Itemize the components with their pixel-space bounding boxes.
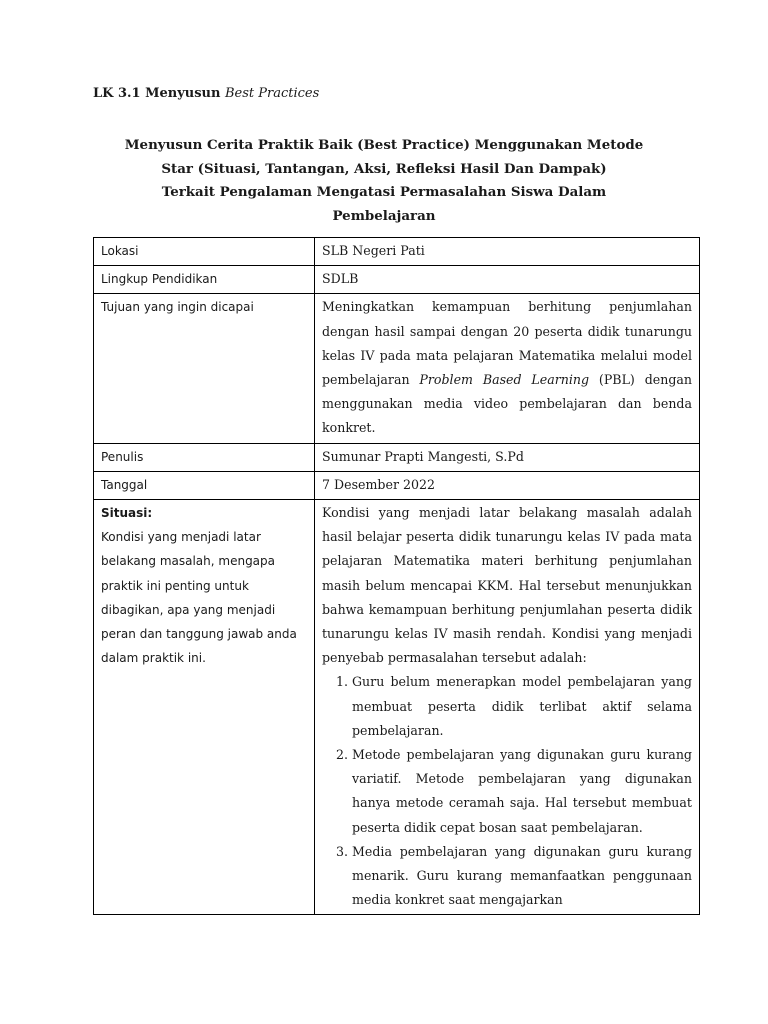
label-cell: Lokasi <box>94 238 315 266</box>
list-item: 2. Metode pembelajaran yang digunakan guru kurang variatif. Metode pembelajaran yang digunakan hanya metode ceramah saja. Hal tersebut membuat peserta didik cepat bosan saat pembelajaran. <box>352 743 692 840</box>
worksheet-title <box>93 86 319 101</box>
best-practice-table <box>93 237 700 915</box>
value-cell <box>315 500 700 915</box>
label-cell: Lingkup Pendidikan <box>94 266 315 294</box>
list-item: 1. Guru belum menerapkan model pembelajaran yang membuat peserta didik terlibat aktif selama pembelajaran. <box>352 670 692 743</box>
heading-line: Star (Situasi, Tantangan, Aksi, Refleksi Hasil Dan Dampak) <box>161 160 607 177</box>
table-row-penulis <box>94 443 700 471</box>
worksheet-title-prefix: LK 3.1 Menyusun <box>93 86 225 101</box>
cause-list <box>322 670 692 912</box>
value-cell: 7 Desember 2022 <box>315 471 700 499</box>
heading-line: Pembelajaran <box>332 207 436 224</box>
value-cell <box>315 294 700 443</box>
tujuan-italic-text: Problem Based Learning <box>419 372 590 388</box>
situasi-description: Kondisi yang menjadi latar belakang masalah, mengapa praktik ini penting untuk dibagikan, apa yang menjadi peran dan tanggung jawab anda dalam praktik ini. <box>101 530 297 666</box>
tujuan-text-end: (PBL) dengan menggunakan media video pembelajaran dan benda konkret. <box>322 372 692 436</box>
document-heading <box>60 134 708 228</box>
label-cell: Penulis <box>94 443 315 471</box>
table-row-lokasi <box>94 238 700 266</box>
value-cell: SDLB <box>315 266 700 294</box>
table-row-tujuan <box>94 294 700 443</box>
situasi-title: Situasi: <box>101 506 153 521</box>
label-cell: Tujuan yang ingin dicapai <box>94 294 315 443</box>
heading-line: Terkait Pengalaman Mengatasi Permasalahan Siswa Dalam <box>161 184 607 200</box>
table-row-situasi <box>94 500 700 915</box>
list-item: 3. Media pembelajaran yang digunakan guru kurang menarik. Guru kurang memanfaatkan penggunaan media konkret saat mengajarkan <box>352 840 692 913</box>
table-row-tanggal <box>94 471 700 499</box>
table-row-lingkup <box>94 266 700 294</box>
tujuan-text: Meningkatkan kemampuan berhitung penjumlahan dengan hasil sampai dengan 20 peserta didik tunarungu kelas IV pada mata pelajaran Matematika melalui model pembelajaran <box>322 299 692 388</box>
label-cell <box>94 500 315 915</box>
situasi-intro: Kondisi yang menjadi latar belakang masalah adalah hasil belajar peserta didik tunarungu kelas IV pada mata pelajaran Matematika materi berhitung penjumlahan masih belum mencapai KKM. Hal tersebut menunjukkan bahwa kemampuan berhitung penjumlahan peserta didik tunarungu kelas IV masih rendah. Kondisi yang menjadi penyebab permasalahan tersebut adalah: <box>322 505 692 666</box>
value-cell: Sumunar Prapti Mangesti, S.Pd <box>315 443 700 471</box>
worksheet-title-italic: Best Practices <box>224 86 320 101</box>
label-cell: Tanggal <box>94 471 315 499</box>
value-cell: SLB Negeri Pati <box>315 238 700 266</box>
heading-line: Menyusun Cerita Praktik Baik (Best Practice) Menggunakan Metode <box>124 137 644 153</box>
